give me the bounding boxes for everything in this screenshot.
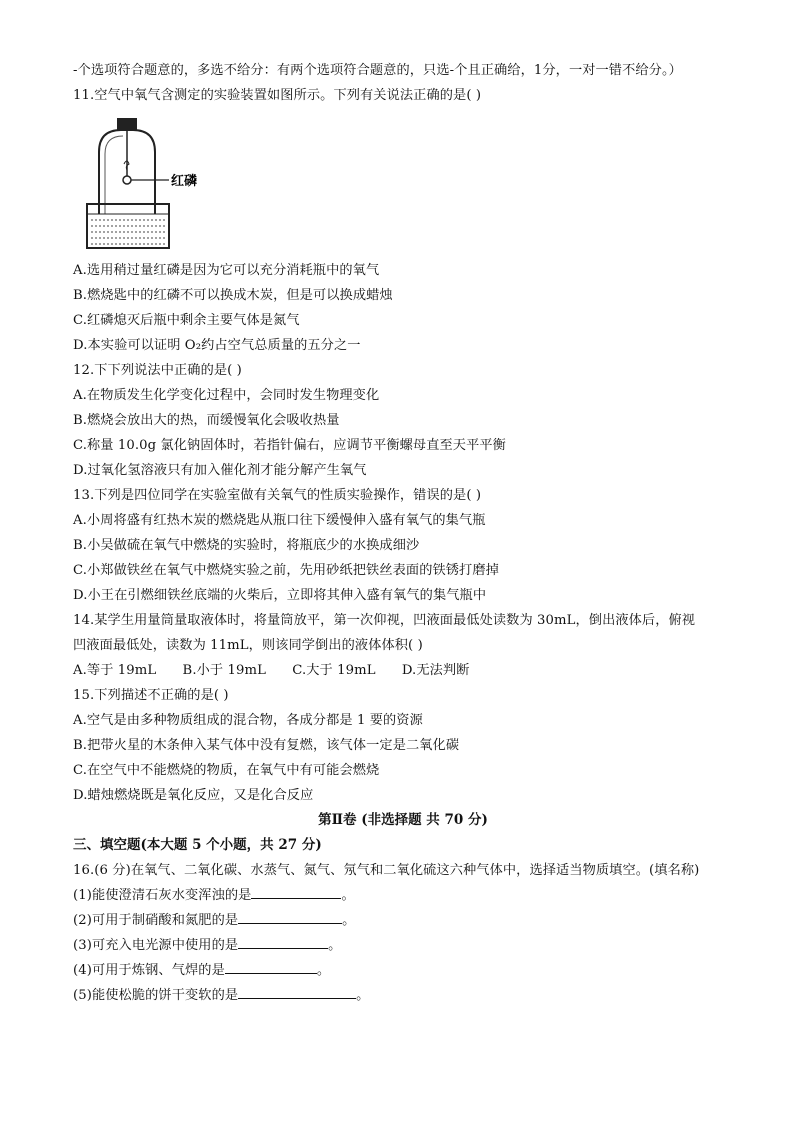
- fill-item: (5)能使松脆的饼干变软的是 。: [73, 983, 733, 1008]
- fill-item: (1)能使澄清石灰水变浑浊的是 。: [73, 883, 733, 908]
- fill-item: (4)可用于炼钢、气焊的是 。: [73, 958, 733, 983]
- option: C.小郑做铁丝在氧气中燃烧实验之前，先用砂纸把铁丝表面的铁锈打磨掉: [73, 563, 499, 578]
- question-11-stem: 11.空气中氧气含测定的实验装置如图所示。下列有关说法正确的是( ): [73, 88, 482, 103]
- apparatus-figure: [73, 108, 733, 258]
- answer-blank[interactable]: [225, 959, 317, 974]
- question-13-stem: 13.下列是四位同学在实验室做有关氧气的性质实验操作，错误的是( ): [73, 488, 482, 503]
- question-14-stem-continued: 凹液面最低处，读数为 11mL，则该同学倒出的液体体积( ): [73, 638, 423, 653]
- bell-jar-diagram: [79, 114, 229, 254]
- question-16-stem: 16.(6 分)在氧气、二氧化碳、水蒸气、氮气、氖气和二氧化硫这六种气体中，选择适当物质填空。(填名称): [73, 863, 700, 878]
- option: B.燃烧会放出大的热，而缓慢氧化会吸收热量: [73, 413, 340, 428]
- option: A.空气是由多种物质组成的混合物，各成分都是 1 要的资源: [73, 713, 423, 728]
- option: A.选用稍过量红磷是因为它可以充分消耗瓶中的氧气: [73, 263, 380, 278]
- option: D.小王在引燃细铁丝底端的火柴后，立即将其伸入盛有氧气的集气瓶中: [73, 588, 487, 603]
- answer-blank[interactable]: [238, 934, 328, 949]
- option: D.无法判断: [401, 663, 470, 678]
- option: C.大于 19mL: [292, 663, 376, 678]
- answer-blank[interactable]: [238, 984, 356, 999]
- question-14-options: [73, 658, 733, 683]
- option: A.小周将盛有红热木炭的燃烧匙从瓶口往下缓慢伸入盛有氧气的集气瓶: [73, 513, 486, 528]
- fill-item: (2)可用于制硝酸和氮肥的是 。: [73, 908, 733, 933]
- option: D.蜡烛燃烧既是氧化反应，又是化合反应: [73, 788, 314, 803]
- answer-blank[interactable]: [251, 884, 341, 899]
- option: D.过氧化氢溶液只有加入催化剂才能分解产生氧气: [73, 463, 367, 478]
- question-15-stem: 15.下列描述不正确的是( ): [73, 688, 229, 703]
- answer-blank[interactable]: [238, 909, 342, 924]
- combustion-spoon-icon: [123, 176, 131, 184]
- question-14-stem: 14.某学生用量筒量取液体时，将量筒放平，第一次仰视，凹液面最低处读数为 30mL，倒出液体后，俯视: [73, 613, 696, 628]
- intro-line: -个选项符合题意的，多选不给分：有两个选项符合题意的，只选-个且正确给，1分，一对一错不给分。）: [73, 63, 682, 78]
- option: A.在物质发生化学变化过程中，会同时发生物理变化: [73, 388, 380, 403]
- option: C.在空气中不能燃烧的物质，在氧气中有可能会燃烧: [73, 763, 380, 778]
- option: C.称量 10.0g 氯化钠固体时，若指针偏右，应调节平衡螺母直至天平平衡: [73, 438, 506, 453]
- option: D.本实验可以证明 O₂约占空气总质量的五分之一: [73, 338, 361, 353]
- fill-in-heading: 三、填空题(本大题 5 个小题，共 27 分): [73, 837, 322, 853]
- stopper-icon: [117, 118, 137, 130]
- option: B.把带火星的木条伸入某气体中没有复燃，该气体一定是二氧化碳: [73, 738, 460, 753]
- question-12-stem: 12.下下列说法中正确的是( ): [73, 363, 242, 378]
- fill-item: (3)可充入电光源中使用的是 。: [73, 933, 733, 958]
- option: B.小于 19mL: [182, 663, 266, 678]
- option: B.燃烧匙中的红磷不可以换成木炭，但是可以换成蜡烛: [73, 288, 393, 303]
- option: A.等于 19mL: [73, 663, 157, 678]
- section-title: 第Ⅱ卷 (非选择题 共 70 分): [318, 812, 488, 828]
- option: B.小吴做硫在氧气中燃烧的实验时，将瓶底少的水换成细沙: [73, 538, 420, 553]
- option: C.红磷熄灭后瓶中剩余主要气体是氮气: [73, 313, 300, 328]
- exam-page: [73, 58, 733, 1008]
- figure-label: 红磷: [171, 174, 198, 189]
